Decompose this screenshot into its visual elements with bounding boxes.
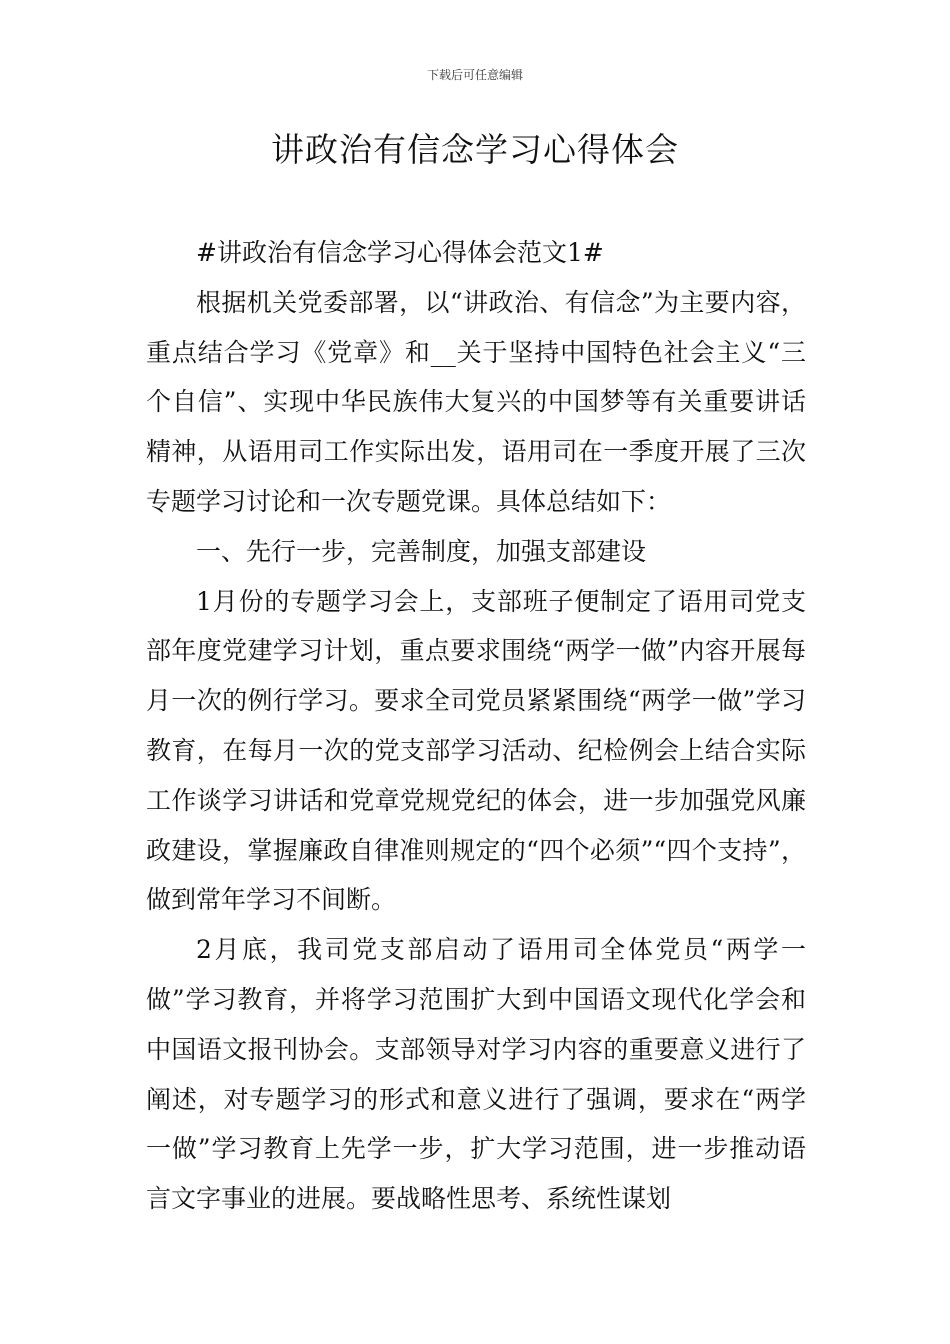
paragraph: 根据机关党委部署，以“讲政治、有信念”为主要内容，重点结合学习《党章》和__关于坚持中国特色社会主义“三个自信”、实现中华民族伟大复兴的中国梦等有关重要讲话精神，从语用司工作实际出发，语用司在一季度开展了三次专题学习讨论和一次专题党课。具体总结如下： [146, 287, 806, 516]
document-body [146, 228, 806, 1224]
paragraph: 2月底，我司党支部启动了语用司全体党员“两学一做”学习教育，并将学习范围扩大到中国语文现代化学会和中国语文报刊协会。支部领导对学习内容的重要意义进行了阐述，对专题学习的形式和意义进行了强调，要求在“两学一做”学习教育上先学一步，扩大学习范围，进一步推动语言文字事业的进展。要战略性思考、系统性谋划 [146, 935, 806, 1214]
document-title: 讲政治有信念学习心得体会 [271, 130, 679, 169]
paragraph-heading: #讲政治有信念学习心得体会范文1# [196, 238, 604, 267]
paragraph: 1月份的专题学习会上，支部班子便制定了语用司党支部年度党建学习计划，重点要求围绕“两学一做”内容开展每月一次的例行学习。要求全司党员紧紧围绕“两学一做”学习教育，在每月一次的党支部学习活动、纪检例会上结合实际工作谈学习讲话和党章党规党纪的体会，进一步加强党风廉政建设，掌握廉政自律准则规定的“四个必须”“四个支持”，做到常年学习不间断。 [146, 586, 806, 915]
section-heading: 一、先行一步，完善制度，加强支部建设 [196, 536, 647, 566]
header-note: 下载后可任意编辑 [426, 68, 523, 82]
